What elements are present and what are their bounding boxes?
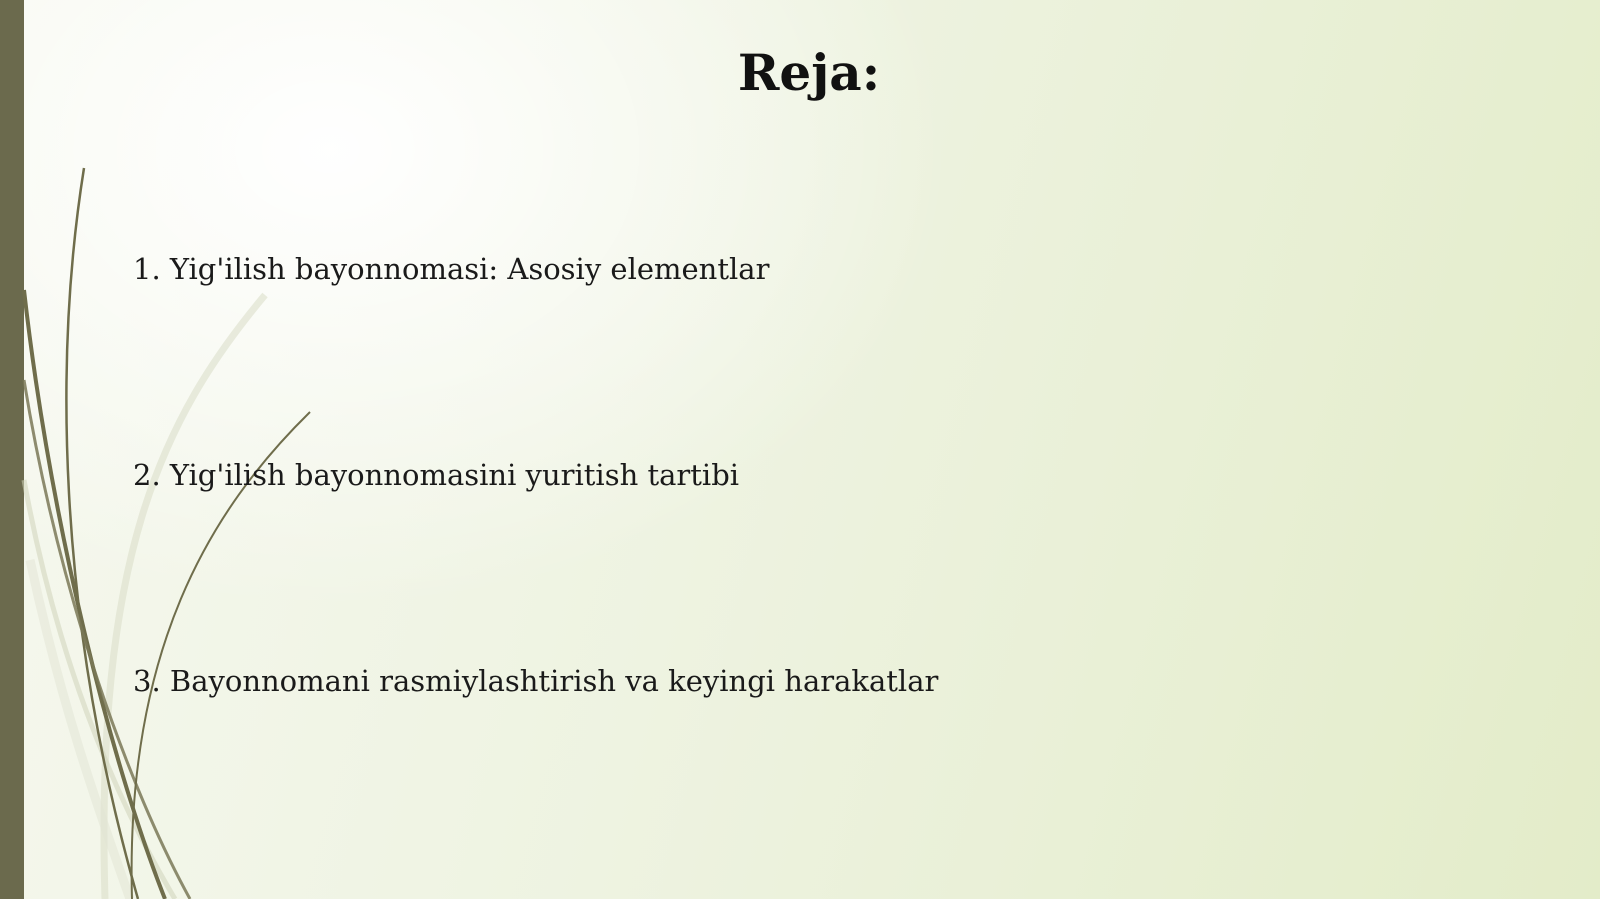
plan-item-1: 1. Yig'ilish bayonnomasi: Asosiy elementlar — [133, 252, 770, 286]
plan-item-3: 3. Bayonnomani rasmiylashtirish va keyingi harakatlar — [133, 664, 939, 698]
plan-item-2: 2. Yig'ilish bayonnomasini yuritish tartibi — [133, 458, 740, 492]
grass-decoration — [0, 0, 340, 899]
slide-title: Reja: — [737, 43, 881, 102]
